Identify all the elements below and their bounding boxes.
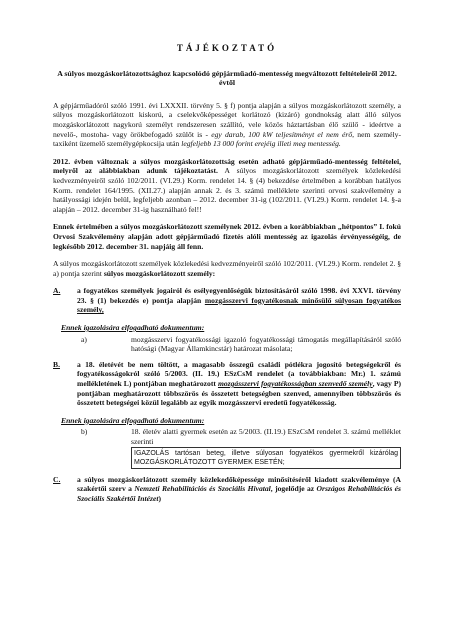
docs-item-a	[77, 335, 401, 354]
page-subtitle: A súlyos mozgáskorlátozottsághoz kapcsolódó gépjárműadó-mentesség megváltozott feltételeiről 2012. évtől	[57, 68, 397, 88]
paragraph-intro	[53, 101, 401, 149]
definition-text: A súlyos mozgáskorlátozott személyek közlekedési kedvezményeiről szóló 102/2011. (VI.29.) Korm. rendelet 2. § a) pontja szerint	[53, 259, 401, 278]
changes-bold: 2012. évben változnak a súlyos mozgáskorlátozottság esetén adható gépjárműadó-mentesség feltételei, melyről az alábbiakban adunk tájékoztatást.	[53, 156, 401, 176]
item-b-label: B.	[53, 359, 60, 369]
intro-text: A gépjárműadóról szóló 1991. évi LXXXII. törvény 5. § f) pontja alapján a súlyos mozgáskorlátozott személy, a súlyos mozgáskorlátozott kiskorú, a cselekvőképességet korlátozó (kizáró) gondnokság alatt álló súlyos mozgáskorlátozott nagykorú személyt rendszeresen szállító, vele közös háztartásban élő szülő - ideértve a nevelő-, mostoha- vagy örökbefogadó szülőt is -	[53, 100, 401, 139]
page-title: TÁJÉKOZTATÓ	[176, 43, 278, 53]
list-item-a	[53, 286, 401, 315]
docs-item-a-text: mozgásszervi fogyatékossági igazoló fogyatékossági támogatás megállapításáról szóló hatósági (Magyar Államkincstár) határozat másolata;	[131, 334, 401, 354]
item-c-italic-institute: Országos Rehabilitációs és Szociális Szakértői Intézet	[77, 484, 402, 503]
item-c-body	[77, 475, 401, 504]
item-c-text-2: , jogelődje az	[270, 484, 317, 494]
item-b-text: a 18. életévét be nem töltött, a magasabb összegű családi pótlékra jogosító betegségekről és fogyatékosságokról szóló 5/2003. (II. 19.) ESzCsM rendelet (a továbbiakban: Mr.) 1. számú mellékletének L) pontjában meghatározott	[77, 359, 401, 389]
item-a-underlined: mozgásszervi fogyatékosnak minősülő súlyosan fogyatékos személy,	[77, 295, 402, 315]
item-c-text-3: )	[158, 493, 161, 503]
certificate-box: IGAZOLÁS tartósan beteg, illetve súlyosan fogyatékos gyermekről kizárólag MOZGÁSKORLÁTOZOTT GYERMEK ESETÉN;	[131, 447, 401, 469]
docs-item-b-text: 18. életév alatti gyermek esetén az 5/2003. (II.19.) ESzCsM rendelet 3. számú melléklet szerinti	[131, 427, 401, 446]
item-b-body	[77, 360, 401, 408]
document-page	[53, 44, 401, 511]
list-item-b	[53, 360, 401, 408]
intro-italic-amount: legfeljebb 13 000 forint erejéig illeti meg mentesség.	[181, 139, 341, 149]
definition-bold: súlyos mozgáskorlátozott személy:	[103, 268, 216, 278]
item-c-label: C.	[53, 474, 61, 484]
paragraph-changes	[53, 157, 401, 215]
item-a-text: a fogyatékos személyek jogairól és esélyegyenlőségük biztosításáról szóló 1998. évi XXVI. törvény 23. § (1) bekezdés e) pontja alapján	[77, 286, 401, 305]
paragraph-definition	[53, 259, 401, 278]
changes-text: A súlyos mozgáskorlátozott személyek közlekedési kedvezményeiről szóló 102/2011. (VI.29.) Korm. rendelet 14. § (4) bekezdése értelmében a korábban hatályos Korm. rendelet 164/1995. (XII.27.) alapján annak 2. és 3. számú melléklete szerinti orvosi szakvélemény a hatályossági idején belül, legfeljebb azonban – 2012. december 31-ig (102/2011. (VI.29.) Korm. rendelet 14. §-a alapján – 2012. december 31-ig használható fel!!	[53, 166, 401, 214]
docs-item-b	[77, 427, 401, 468]
list-item-c	[53, 475, 401, 504]
docs-heading-1: Ennek igazolására elfogadható dokumentum:	[61, 323, 205, 333]
intro-text-2: , nem személy-taxiként üzemelő személygépkocsija után	[53, 129, 401, 149]
docs-item-b-body	[131, 427, 401, 468]
paragraph-validity: Ennek értelmében a súlyos mozgáskorlátozott személynek 2012. évben a korábbiakban „hétpontos” I. fokú Orvosi Szakvélemény alapján adott gépjárműadó fizetés alóli mentesség az igazolás érvényességéig, de legkésőbb 2012. december 31. napjáig áll fenn.	[53, 222, 401, 251]
item-c-text: a súlyos mozgáskorlátozott személy közlekedőképessége minősítéséről kiadott szakvéleménye (A szakértői szerv a	[77, 474, 401, 494]
docs-heading-2: Ennek igazolására elfogadható dokumentum:	[61, 415, 205, 425]
item-c-italic-office: Nemzeti Rehabilitációs és Szociális Hivatal	[134, 484, 271, 494]
item-a-body	[77, 286, 401, 315]
docs-item-a-label: a)	[81, 334, 87, 344]
item-a-label: A.	[53, 286, 61, 296]
docs-item-b-label: b)	[81, 427, 88, 437]
item-b-text-2: , vagy P) pontjában meghatározott többszörös és összetett betegségben szenved, amennyiben többszörös és összetett betegségei közül legalább az egyik mozgásszervi eredetű fogyatékosság.	[77, 379, 401, 408]
item-b-italic-underlined: mozgásszervi fogyatékosságban szenvedő személy	[217, 379, 373, 389]
intro-italic-limit: egy darab, 100 kW teljesítményt el nem érő	[211, 129, 353, 139]
